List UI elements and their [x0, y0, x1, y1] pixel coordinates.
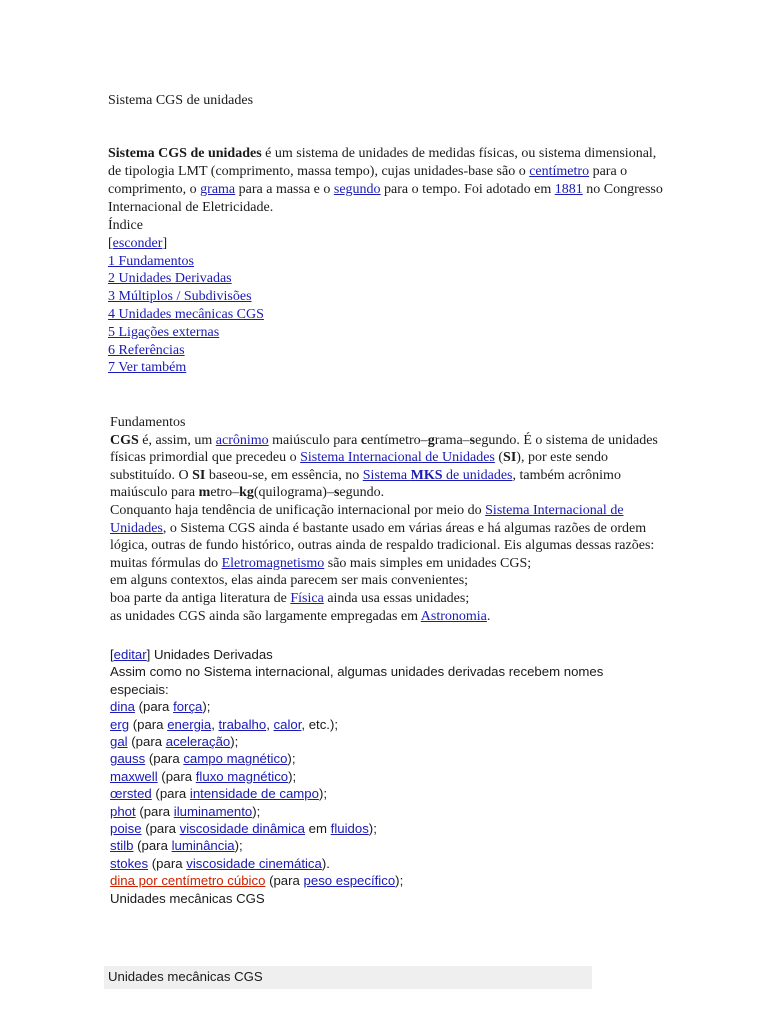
- text: );: [252, 803, 261, 819]
- table-header-bar: [104, 966, 592, 989]
- link-dina[interactable]: dina: [110, 699, 135, 715]
- list-item: [110, 803, 663, 820]
- list-item: [110, 716, 663, 733]
- reason-item: [110, 590, 663, 608]
- fundamentos-paragraph-1: [110, 432, 663, 502]
- text: (para: [151, 786, 190, 802]
- list-item: [110, 785, 663, 802]
- bracket: ]: [162, 235, 168, 251]
- text: rama–: [434, 432, 470, 448]
- text: (para: [148, 855, 187, 871]
- derivadas-intro: Assim como no Sistema internacional, algumas unidades derivadas recebem nomes especiais:: [110, 664, 604, 697]
- redlink-dina-cm3[interactable]: dina por centímetro cúbico: [110, 873, 266, 889]
- text: );: [318, 786, 327, 802]
- list-item: [110, 698, 663, 715]
- link-astronomia[interactable]: Astronomia: [420, 608, 487, 624]
- text: etro–: [210, 485, 240, 501]
- toc-toggle: [108, 235, 264, 253]
- link-poise[interactable]: poise: [110, 821, 142, 837]
- bracket: [: [110, 647, 114, 662]
- intro-bold-term: Sistema CGS de unidades: [108, 146, 262, 161]
- link-text-bold: MKS: [410, 467, 443, 483]
- toc-heading: Índice: [108, 218, 143, 233]
- list-item: [110, 768, 663, 785]
- text: );: [288, 768, 297, 784]
- text: (para: [129, 716, 168, 732]
- bold-letter: s: [333, 485, 340, 501]
- text: as unidades CGS ainda são largamente empregadas em: [110, 608, 421, 624]
- toc-item-ver-tambem[interactable]: 7 Ver também: [108, 360, 187, 376]
- fundamentos-heading: Fundamentos: [110, 415, 186, 430]
- cgs-bold: CGS: [110, 432, 139, 448]
- link-luminancia[interactable]: luminância: [171, 838, 235, 854]
- text: muitas fórmulas do: [110, 555, 222, 571]
- link-stokes[interactable]: stokes: [110, 855, 149, 871]
- bold-letter: c: [360, 432, 368, 448]
- intro-text: para a massa e o: [235, 182, 334, 197]
- text: , etc.);: [301, 716, 339, 732]
- text: ,: [211, 716, 219, 732]
- table-header-label: Unidades mecânicas CGS: [108, 969, 263, 984]
- edit-link[interactable]: editar: [113, 647, 147, 662]
- intro-text: no Congresso Internacional de Eletricidade.: [108, 182, 663, 215]
- derivadas-heading-line: [110, 646, 663, 663]
- text: , também acrônimo maiúsculo para: [110, 467, 621, 501]
- bold-letter: g: [246, 485, 254, 501]
- link-eletromagnetismo[interactable]: Eletromagnetismo: [221, 555, 325, 571]
- link-fluxo-magnetico[interactable]: fluxo magnético: [195, 768, 289, 784]
- intro-text: é um sistema de unidades de medidas físicas, ou sistema dimensional, de tipologia LMT (comprimento, massa tempo), cujas unidades-base são o: [108, 146, 657, 179]
- toc-item-referencias[interactable]: 6 Referências: [108, 342, 185, 358]
- toc-hide-link[interactable]: esconder: [112, 235, 163, 251]
- link-grama[interactable]: grama: [200, 182, 236, 197]
- unidades-derivadas-section: [110, 646, 663, 907]
- text: Conquanto haja tendência de unificação internacional por meio do: [110, 502, 486, 518]
- text: );: [202, 699, 211, 715]
- text: (para: [157, 768, 196, 784]
- link-erg[interactable]: erg: [110, 716, 130, 732]
- link-iluminamento[interactable]: iluminamento: [173, 803, 253, 819]
- link-sistema-mks[interactable]: [363, 468, 513, 483]
- reason-item: em alguns contextos, elas ainda parecem ser mais convenientes;: [110, 573, 469, 589]
- toc-item-ligacoes-externas[interactable]: 5 Ligações externas: [108, 324, 220, 340]
- text: );: [395, 873, 404, 889]
- fundamentos-section: [110, 414, 663, 625]
- text: (quilograma)–: [253, 485, 334, 501]
- bold-letter: m: [198, 485, 211, 501]
- text: );: [368, 821, 377, 837]
- link-text: Sistema: [362, 467, 411, 483]
- si-bold: SI: [503, 450, 517, 466]
- bracket: ]: [146, 647, 151, 662]
- text: );: [234, 838, 243, 854]
- text: (para: [127, 734, 166, 750]
- link-fluidos[interactable]: fluidos: [330, 821, 369, 837]
- text: egundo. É o sistema de unidades físicas primordial que precedeu o: [110, 432, 658, 466]
- document-title: Sistema CGS de unidades: [108, 93, 254, 108]
- text: boa parte da antiga literatura de: [110, 590, 291, 606]
- link-stilb[interactable]: stilb: [110, 838, 134, 854]
- text: .: [486, 608, 491, 624]
- link-centimetro[interactable]: centímetro: [529, 164, 590, 179]
- text: (para: [135, 803, 174, 819]
- link-viscosidade-dinamica[interactable]: viscosidade dinâmica: [179, 821, 306, 837]
- text: ).: [321, 855, 330, 871]
- link-intensidade-campo[interactable]: intensidade de campo: [189, 786, 319, 802]
- intro-text: para o tempo. Foi adotado em: [380, 182, 555, 197]
- text: entímetro–: [367, 432, 428, 448]
- intro-text: para o comprimento, o: [108, 164, 628, 197]
- text: em: [305, 821, 331, 837]
- text: , o Sistema CGS ainda é bastante usado em várias áreas e há algumas razões de ordem lógica, outras de fundo histórico, outras ainda de respaldo tradicional. Eis algumas dessas razões:: [110, 520, 655, 554]
- link-trabalho[interactable]: trabalho: [218, 716, 267, 732]
- bold-letter: g: [427, 432, 435, 448]
- list-item: [110, 750, 663, 767]
- link-aceleracao[interactable]: aceleração: [165, 734, 231, 750]
- text: (para: [265, 873, 304, 889]
- text: (para: [133, 838, 172, 854]
- link-viscosidade-cinematica[interactable]: viscosidade cinemática: [186, 855, 322, 871]
- link-acronimo[interactable]: acrônimo: [215, 432, 269, 448]
- text: ,: [266, 716, 274, 732]
- text: (: [494, 450, 504, 466]
- bold-letter: k: [239, 485, 247, 501]
- fundamentos-paragraph-2: [110, 502, 663, 555]
- toc-item-unidades-mecanicas[interactable]: 4 Unidades mecânicas CGS: [108, 306, 264, 322]
- link-forca[interactable]: força: [173, 699, 203, 715]
- link-phot[interactable]: phot: [110, 803, 136, 819]
- text: ), por este sendo substituído. O: [110, 450, 609, 483]
- list-item: [110, 820, 663, 837]
- link-maxwell[interactable]: maxwell: [110, 768, 158, 784]
- link-calor[interactable]: calor: [273, 716, 302, 732]
- text: (para: [141, 821, 180, 837]
- text: (para: [145, 751, 184, 767]
- intro-paragraph: [108, 145, 663, 217]
- mecanicas-heading: Unidades mecânicas CGS: [110, 890, 265, 906]
- list-item: [110, 872, 663, 889]
- text: );: [287, 751, 296, 767]
- link-sistema-internacional-2[interactable]: Sistema Internacional de Unidades: [110, 502, 624, 536]
- link-segundo[interactable]: segundo: [333, 182, 381, 197]
- link-1881[interactable]: 1881: [554, 182, 583, 197]
- text: );: [230, 734, 239, 750]
- si-bold: SI: [192, 467, 206, 483]
- link-sistema-internacional[interactable]: Sistema Internacional de Unidades: [300, 450, 495, 466]
- link-fisica[interactable]: Física: [290, 590, 324, 606]
- link-energia[interactable]: energia: [167, 716, 212, 732]
- text: egundo.: [339, 485, 385, 501]
- toc-item-fundamentos[interactable]: 1 Fundamentos: [108, 253, 194, 269]
- link-gauss[interactable]: gauss: [110, 751, 146, 767]
- link-gal[interactable]: gal: [110, 734, 128, 750]
- table-of-contents: [108, 217, 264, 377]
- text: maiúsculo para: [268, 432, 361, 448]
- link-peso-especifico[interactable]: peso específico: [303, 873, 396, 889]
- text: ainda usa essas unidades;: [323, 590, 470, 606]
- link-campo-magnetico[interactable]: campo magnético: [183, 751, 288, 767]
- reason-item: [110, 608, 663, 626]
- text: baseou-se, em essência, no: [205, 467, 363, 483]
- list-item: [110, 855, 663, 872]
- bracket: [: [108, 235, 113, 251]
- toc-item-multiplos[interactable]: 3 Múltiplos / Subdivisões: [108, 289, 252, 305]
- derivadas-heading: Unidades Derivadas: [150, 647, 273, 662]
- link-oersted[interactable]: œrsted: [110, 786, 152, 802]
- bold-letter: s: [469, 432, 476, 448]
- list-item: [110, 733, 663, 750]
- text: (para: [134, 699, 174, 715]
- reason-item: [110, 555, 663, 573]
- toc-item-unidades-derivadas[interactable]: 2 Unidades Derivadas: [108, 271, 232, 287]
- text: é, assim, um: [138, 432, 216, 448]
- link-text: de unidades: [442, 467, 513, 483]
- text: são mais simples em unidades CGS;: [324, 555, 532, 571]
- list-item: [110, 837, 663, 854]
